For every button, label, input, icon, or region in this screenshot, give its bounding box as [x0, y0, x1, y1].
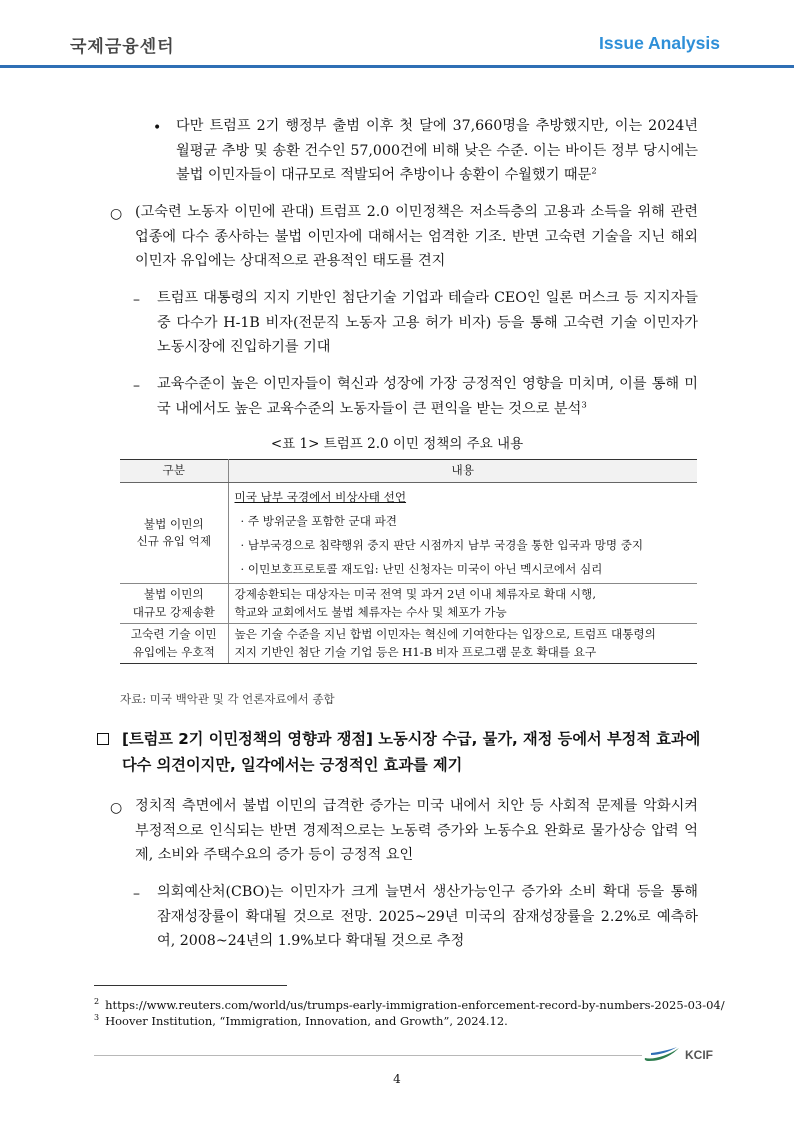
- dash-text: 교육수준이 높은 이민자들이 혁신과 성장에 가장 긍정적인 영향을 미치며, 이를 통해 미국 내에서도 높은 교육수준의 노동자들이 큰 편익을 받는 것으로 분석: [157, 376, 698, 417]
- row-content: 높은 기술 수준을 지닌 합법 이민자는 혁신에 기여한다는 입장으로, 트럼프 대통령의 지지 기반인 첨단 기술 기업 등은 H1-B 비자 프로그램 문호 확대를 요구: [228, 624, 697, 664]
- page-header: [0, 0, 794, 68]
- row-category: 불법 이민의 대규모 강제송환: [120, 584, 228, 624]
- dash-paragraph: 의회예산처(CBO)는 이민자가 크게 늘면서 생산가능인구 증가와 소비 확대 등을 통해 잠재성장률이 확대될 것으로 전망. 2025~29년 미국의 잠재성장률을 2.2%로 예측하여, 2008~24년의 1.9%보다 확대될 것으로 추정: [157, 884, 698, 949]
- footnote-3: $^3$ Hoover Institution, “Immigration, Innovation, and Growth”, 2024.12.: [94, 1013, 508, 1028]
- bullet-text: 다만 트럼프 2기 행정부 출범 이후 첫 달에 37,660명을 추방했지만, 이는 2024년 월평균 추방 및 송환 건수인 57,000건에 비해 낮은 수준. 이는 바이든 정부 당시에는 불법 이민자들이 대규모로 적발되어 추방이나 송환이 수월했기 때문: [176, 118, 698, 183]
- circle-paragraph: 정치적 측면에서 불법 이민의 급격한 증가는 미국 내에서 치안 등 사회적 문제를 악화시켜 부정적으로 인식되는 반면 경제적으로는 노동력 증가와 노동수요 완화로 물가상승 압력 억제, 소비와 주택수요의 증가 등이 긍정적 요인: [135, 798, 698, 863]
- section-label: Issue Analysis: [599, 33, 720, 53]
- table-source: 자료: 미국 백악관 및 각 언론자료에서 종합: [120, 692, 335, 706]
- section-title: [트럼프 2기 이민정책의 영향과 쟁점] 노동시장 수급, 물가, 재정 등에서 부정적 효과에 다수 의견이지만, 일각에서는 긍정적인 효과를 제기: [122, 730, 701, 774]
- table-row: [120, 584, 697, 624]
- row-category: 불법 이민의 신규 유입 억제: [120, 483, 228, 584]
- dash-marker: –: [133, 378, 140, 394]
- footnote-rule: [94, 985, 287, 986]
- row-category: 고숙련 기술 이민 유입에는 우호적: [120, 624, 228, 664]
- circle-marker: ○: [110, 800, 123, 816]
- bullet-marker: •: [153, 120, 162, 136]
- policy-table: [120, 459, 697, 664]
- circle-marker: ○: [110, 206, 123, 222]
- dash-paragraph: 트럼프 대통령의 지지 기반인 첨단기술 기업과 테슬라 CEO인 일론 머스크 등 지지자들 중 다수가 H-1B 비자(전문직 노동자 고용 허가 비자) 등을 통해 고숙련 기술 이민자가 노동시장에 진입하기를 기대: [157, 290, 698, 355]
- footnote-link[interactable]: https://www.reuters.com/world/us/trumps-early-immigration-enforcement-record-by-numbers-2025-03-04/: [105, 997, 725, 1012]
- row-content: 강제송환되는 대상자는 미국 전역 및 과거 2년 이내 체류자로 확대 시행, 학교와 교회에서도 불법 체류자는 수사 및 체포가 가능: [228, 584, 697, 624]
- table-caption: <표 1> 트럼프 2.0 이민 정책의 주요 내용: [270, 436, 524, 452]
- dash-marker: –: [133, 292, 140, 308]
- footer-rule: [94, 1055, 642, 1056]
- footnote-ref-3[interactable]: 3: [581, 399, 587, 410]
- footnote-2: $^2$ https://www.reuters.com/world/us/trumps-early-immigration-enforcement-record-by-numbers-2025-03-04/: [94, 997, 725, 1012]
- circle-paragraph: (고숙련 노동자 이민에 관대) 트럼프 2.0 이민정책은 저소득층의 고용과 소득을 위해 관련 업종에 다수 종사하는 불법 이민자에 대해서는 엄격한 기조. 반면 고숙련 기술을 지닌 해외 이민자 유입에는 상대적으로 관용적인 태도를 견지: [135, 204, 698, 269]
- table-row: [120, 624, 697, 664]
- section-checkbox-icon: [97, 733, 109, 745]
- table-header-category: 구분: [120, 460, 228, 483]
- table-row: [120, 483, 697, 584]
- footnote-ref-2[interactable]: 2: [591, 166, 597, 177]
- header-rule: [0, 65, 794, 68]
- dash-marker: –: [133, 886, 140, 902]
- bullet-paragraph: [176, 114, 698, 188]
- org-name: 국제금융센터: [70, 37, 175, 57]
- dash-paragraph: [157, 372, 698, 421]
- row-content: 미국 남부 국경에서 비상사태 선언 · 주 방위군을 포함한 군대 파견 · 남부국경으로 침략행위 중지 판단 시점까지 남부 국경을 통한 입국과 망명 중지 · 이민보호프로토콜 재도입: 난민 신청자는 미국이 아닌 멕시코에서 심리: [234, 490, 644, 576]
- page-number: 4: [393, 1072, 401, 1086]
- kcif-logo-text: KCIF: [685, 1048, 713, 1062]
- table-header-content: 내용: [228, 460, 697, 483]
- kcif-logo-icon: [643, 1046, 681, 1062]
